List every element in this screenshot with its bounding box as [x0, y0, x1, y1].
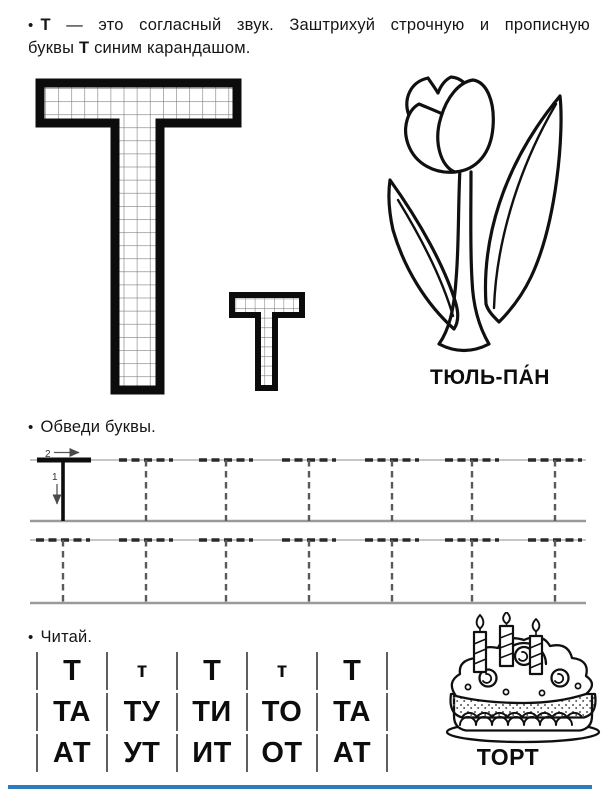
syllable-cell: Т	[203, 654, 221, 687]
syllable-table	[36, 652, 388, 775]
syllable-cell: ИТ	[192, 736, 232, 769]
cake-caption: ТОРТ	[476, 744, 540, 770]
dashed-letters-row2[interactable]	[36, 540, 582, 603]
syllable-cell: ТА	[53, 695, 91, 728]
divider	[386, 734, 388, 772]
instruction-line-1	[28, 14, 590, 37]
instruction-line2-post: синим карандашом.	[94, 39, 251, 57]
syllable-cell: АТ	[332, 736, 372, 769]
instruction-line1-text: — это согласный звук. Заштрихуй строчную и прописную	[66, 16, 590, 34]
syllable-cell: т	[136, 659, 148, 682]
grid-letter-lowercase-t	[226, 289, 308, 395]
syllable-cell: ТА	[333, 695, 371, 728]
syllable-row	[36, 652, 388, 690]
instruction-text	[28, 14, 590, 60]
syllable-row	[36, 734, 388, 772]
syllable-cell: ОТ	[261, 736, 303, 769]
syllable-cell: Т	[343, 654, 361, 687]
trace-heading-label: Обведи буквы.	[40, 418, 156, 436]
divider	[386, 693, 388, 731]
grid-letter-uppercase-t	[32, 75, 244, 397]
syllable-row	[36, 693, 388, 731]
syllable-cell: АТ	[52, 736, 92, 769]
example-letter-t	[37, 449, 91, 521]
trace-line-2[interactable]	[30, 530, 588, 610]
instruction-line-2	[28, 37, 590, 60]
syllable-cell: УТ	[123, 736, 161, 769]
syllable-cell: Т	[63, 654, 81, 687]
syllable-cell: ТУ	[123, 695, 161, 728]
dashed-letters-row1[interactable]	[119, 460, 582, 521]
stroke-order-1: 1	[52, 472, 58, 483]
syllable-cell: т	[276, 659, 288, 682]
bullet-icon: •	[28, 17, 34, 34]
cake-illustration	[438, 612, 608, 752]
tulip-illustration	[360, 72, 570, 364]
instruction-letter: Т	[40, 16, 51, 34]
tulip-caption: ТЮЛЬ-ПА́Н	[430, 366, 550, 389]
stroke-order-2: 2	[45, 449, 51, 460]
divider	[386, 652, 388, 690]
trace-section-heading	[28, 418, 156, 437]
bullet-icon: •	[28, 419, 34, 436]
instruction-letter-2: Т	[78, 39, 90, 57]
read-section-heading	[28, 628, 92, 647]
candle-left	[474, 615, 486, 672]
footer-blue-rule	[8, 785, 592, 789]
bullet-icon: •	[28, 629, 34, 646]
candle-right	[530, 619, 542, 674]
syllable-cell: ТИ	[192, 695, 232, 728]
syllable-cell: ТО	[261, 695, 303, 728]
instruction-line2-pre: буквы	[28, 39, 75, 57]
read-heading-label: Читай.	[40, 628, 93, 646]
candle-center	[500, 612, 513, 666]
trace-line-1[interactable]	[30, 448, 588, 528]
